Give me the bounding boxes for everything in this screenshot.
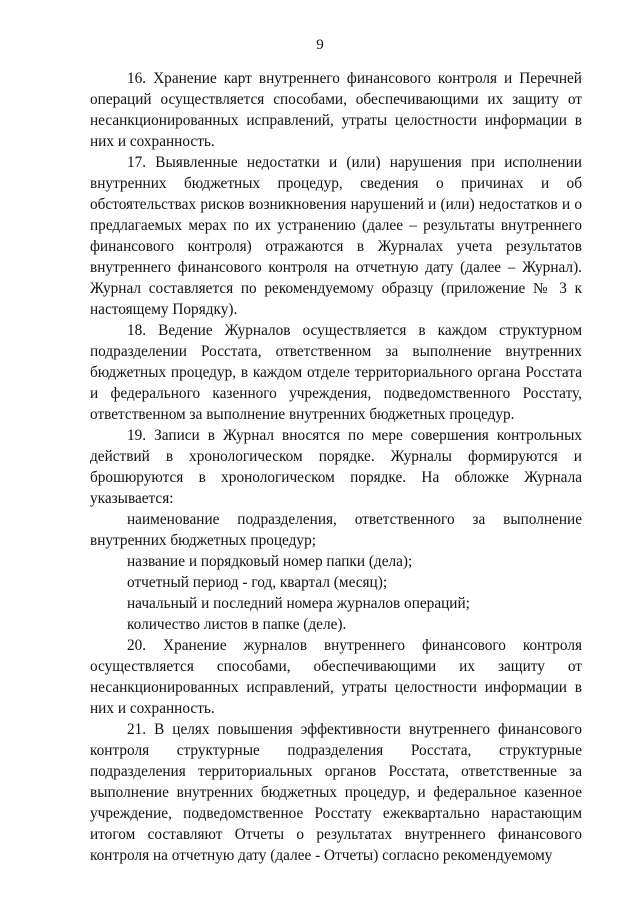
cover-item-journal-numbers: начальный и последний номера журналов операций; [127,595,470,612]
cover-item-reporting-period: отчетный период - год, квартал (месяц); [127,574,388,591]
paragraph-21: 21. В целях повышения эффективности внутреннего финансового контроля структурные подразделения Росстата, структурные подразделения территориальных органов Росстата, ответственные за выполнение внутренних бюджетных процедур, и федеральное казенное учреждение, подведомственное Росстату ежеквартально нарастающим итогом составляют Отчеты о результатах внутреннего финансового контроля на отчетную дату (далее - Отчеты) согласно рекомендуемому [90,721,582,864]
cover-item-department: наименование подразделения, ответственного за выполнение внутренних бюджетных процедур; [90,511,582,549]
paragraph-19: 19. Записи в Журнал вносятся по мере совершения контрольных действий в хронологическом порядке. Журналы формируются и брошюруются в хронологическом порядке. На обложке Журнала указывается: [90,427,582,507]
paragraph-16: 16. Хранение карт внутреннего финансового контроля и Перечней операций осуществляется способами, обеспечивающими их защиту от несанкционированных исправлений, утраты целостности информации в них и сохранность. [90,70,582,150]
cover-item-sheet-count: количество листов в папке (деле). [127,616,347,633]
paragraph-20: 20. Хранение журналов внутреннего финансового контроля осуществляется способами, обеспечивающими их защиту от несанкционированных исправлений, утраты целостности информации в них и сохранность. [90,637,582,717]
page-number: 9 [316,37,324,53]
document-body [90,68,582,866]
paragraph-18: 18. Ведение Журналов осуществляется в каждом структурном подразделении Росстата, ответственном за выполнение внутренних бюджетных процедур, в каждом отделе территориального органа Росстата и федерального казенного учреждения, подведомственного Росстату, ответственном за выполнение внутренних бюджетных процедур. [90,322,582,423]
cover-item-folder-name: название и порядковый номер папки (дела); [127,553,413,570]
paragraph-17: 17. Выявленные недостатки и (или) нарушения при исполнении внутренних бюджетных процедур, сведения о причинах и об обстоятельствах рисков возникновения нарушений и (или) недостатков и о предлагаемых мерах по их устранению (далее – результаты внутреннего финансового контроля) отражаются в Журналах учета результатов внутреннего финансового контроля на отчетную дату (далее – Журнал). Журнал составляется по рекомендуемому образцу (приложение № 3 к настоящему Порядку). [90,154,582,318]
